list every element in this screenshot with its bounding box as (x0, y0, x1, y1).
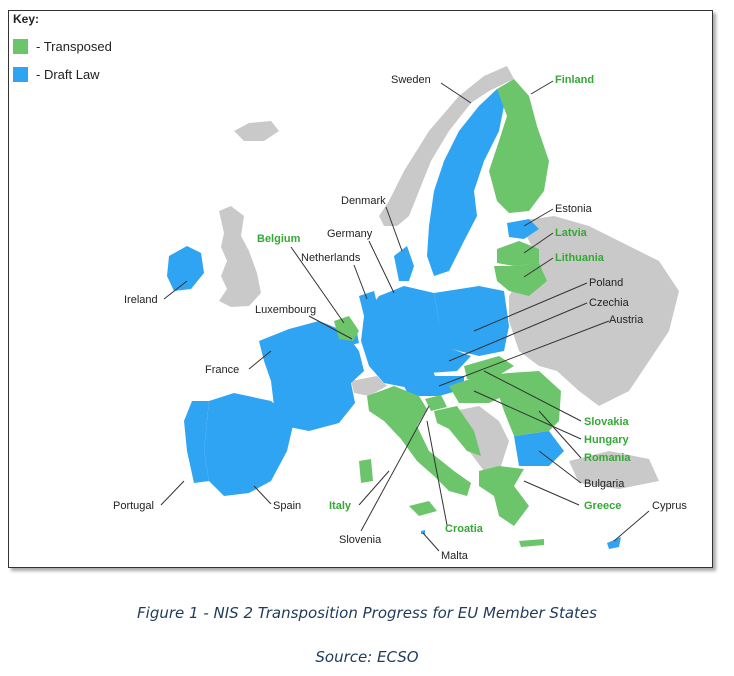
key-label-draft: - Draft Law (36, 66, 100, 82)
key-label-transposed: - Transposed (36, 38, 112, 54)
label-greece: Greece (584, 500, 622, 512)
label-belgium: Belgium (257, 233, 301, 245)
key-item-transposed (13, 32, 112, 60)
greece-shape (479, 466, 529, 526)
label-poland: Poland (589, 277, 624, 289)
draft-swatch (13, 67, 28, 82)
label-czechia: Czechia (589, 297, 629, 309)
label-netherlands: Netherlands (301, 252, 361, 264)
label-sweden: Sweden (391, 74, 431, 86)
uk-land (219, 206, 261, 307)
europe-map (9, 11, 712, 567)
label-malta: Malta (441, 550, 468, 562)
figure-caption: Figure 1 - NIS 2 Transposition Progress for EU Member States (137, 604, 597, 622)
label-ireland: Ireland (124, 294, 158, 306)
italy-shape (367, 386, 471, 496)
label-romania: Romania (584, 452, 631, 464)
map-figure (8, 10, 713, 568)
sicily-shape (409, 501, 437, 516)
figure-source: Source: ECSO (315, 648, 419, 666)
key-title: Key: (13, 12, 40, 26)
label-estonia: Estonia (555, 203, 592, 215)
label-germany: Germany (327, 228, 373, 240)
label-latvia: Latvia (555, 227, 587, 239)
label-finland: Finland (555, 74, 595, 86)
label-denmark: Denmark (341, 195, 386, 207)
label-spain: Spain (273, 500, 302, 512)
denmark-shape (394, 246, 414, 281)
map-key (13, 12, 112, 88)
cyprus-shape (607, 537, 621, 549)
bulgaria-shape (514, 431, 564, 466)
key-item-draft (13, 60, 112, 88)
label-france: France (205, 364, 240, 376)
transposed-swatch (13, 39, 28, 54)
label-austria: Austria (609, 314, 644, 326)
label-slovenia: Slovenia (339, 534, 382, 546)
sardinia-shape (359, 459, 373, 483)
slovenia-shape (425, 395, 447, 411)
label-luxembourg: Luxembourg (255, 304, 317, 316)
label-cyprus: Cyprus (652, 500, 687, 512)
label-croatia: Croatia (445, 523, 483, 535)
label-lithuania: Lithuania (555, 252, 604, 264)
label-italy: Italy (329, 500, 352, 512)
crete-shape (519, 539, 544, 547)
label-bulgaria: Bulgaria (584, 478, 625, 490)
ireland-shape (167, 246, 204, 291)
iceland-land (234, 121, 279, 141)
label-slovakia: Slovakia (584, 416, 629, 428)
label-portugal: Portugal (113, 500, 154, 512)
label-hungary: Hungary (584, 434, 629, 446)
